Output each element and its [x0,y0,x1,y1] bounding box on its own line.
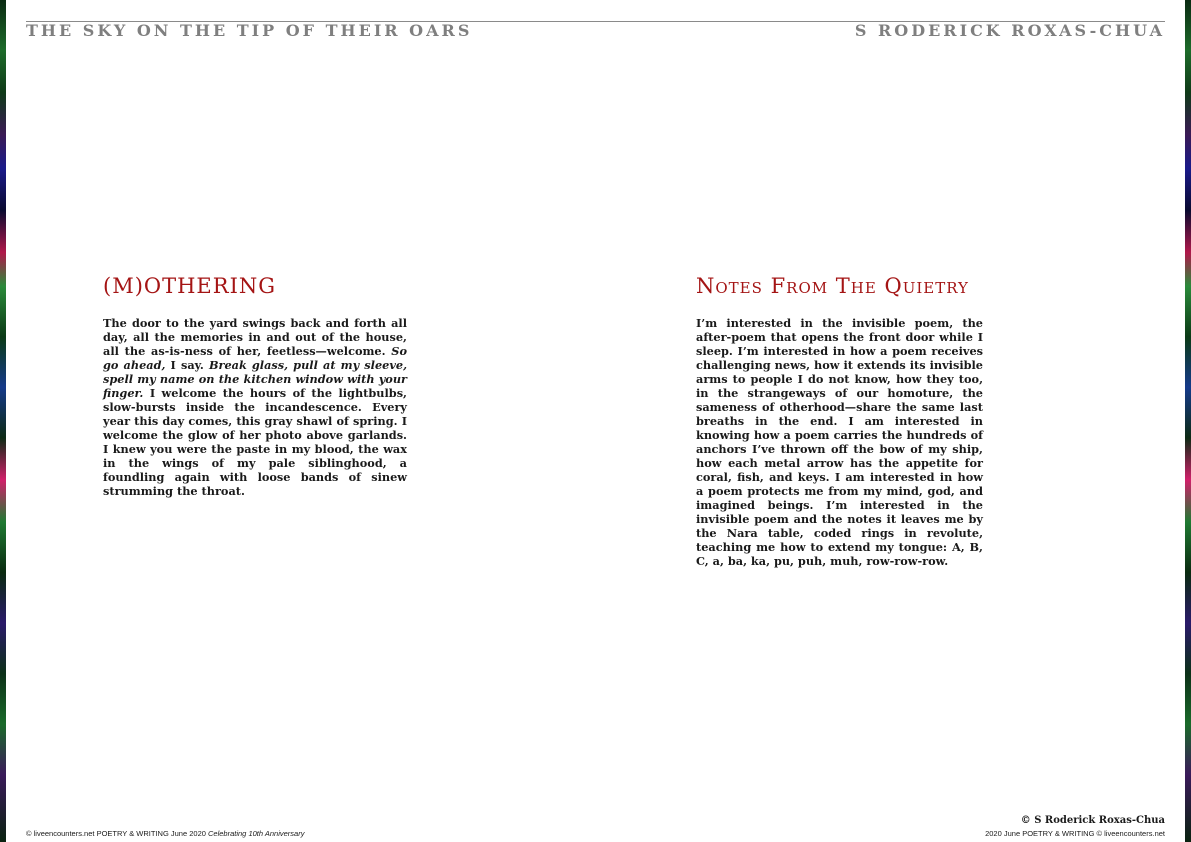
poem-title-mothering: (M)OTHERING [103,274,277,298]
footer-right: 2020 June POETRY & WRITING © liveencounters.net [985,829,1165,838]
poem-text: The door to the yard swings back and forth all day, all the memories in and out of the house, all the as-is-ness of her, feetless—welcome. [103,316,407,358]
poem-body-mothering [103,316,407,498]
poem-text: I welcome the hours of the lightbulbs, slow-bursts inside the incandescence. Every year this day comes, this gray shawl of spring. I welcome the glow of her photo above garlands. I knew you were the paste in my blood, the wax in the wings of my pale siblinghood, a foundling again with loose bands of sinew strumming the throat. [103,386,407,498]
poem-text: I say. [165,358,209,372]
footer-left [26,829,304,838]
running-header-author: S RODERICK ROXAS-CHUA [854,21,1165,40]
poem-italic-text: So go ahead, [103,344,407,372]
left-decorative-edge [0,0,6,842]
poem-title-notes-from-the-quietry: Notes From The Quietry [696,274,969,298]
poem-italic-text: Break glass, pull at my sleeve, spell my name on the kitchen window with your finger. [103,358,407,400]
poem-body-notes-from-the-quietry: I’m interested in the invisible poem, the after-poem that opens the front door while I sleep. I’m interested in how a poem receives challenging news, how it extends its invisible arms to people I do not know, how they too, in the strangeways of our homoture, the sameness of otherhood—share the same last breaths in the end. I am interested in knowing how a poem carries the hundreds of anchors I’ve thrown off the bow of my ship, how each metal arrow has the appetite for coral, fish, and keys. I am interested in how a poem protects me from my mind, god, and imagined beings. I’m interested in the invisible poem and the notes it leaves me by the Nara table, coded rings in revolute, teaching me how to extend my tongue: A, B, C, a, ba, ka, pu, puh, muh, row-row-row. [696,316,983,568]
right-decorative-edge [1185,0,1191,842]
footer-left-text: © liveencounters.net POETRY & WRITING June 2020 [26,829,208,838]
author-byline: © S Roderick Roxas-Chua [1020,815,1165,826]
running-header-title: THE SKY ON THE TIP OF THEIR OARS [26,21,473,40]
footer-left-italic: Celebrating 10th Anniversary [208,829,305,838]
